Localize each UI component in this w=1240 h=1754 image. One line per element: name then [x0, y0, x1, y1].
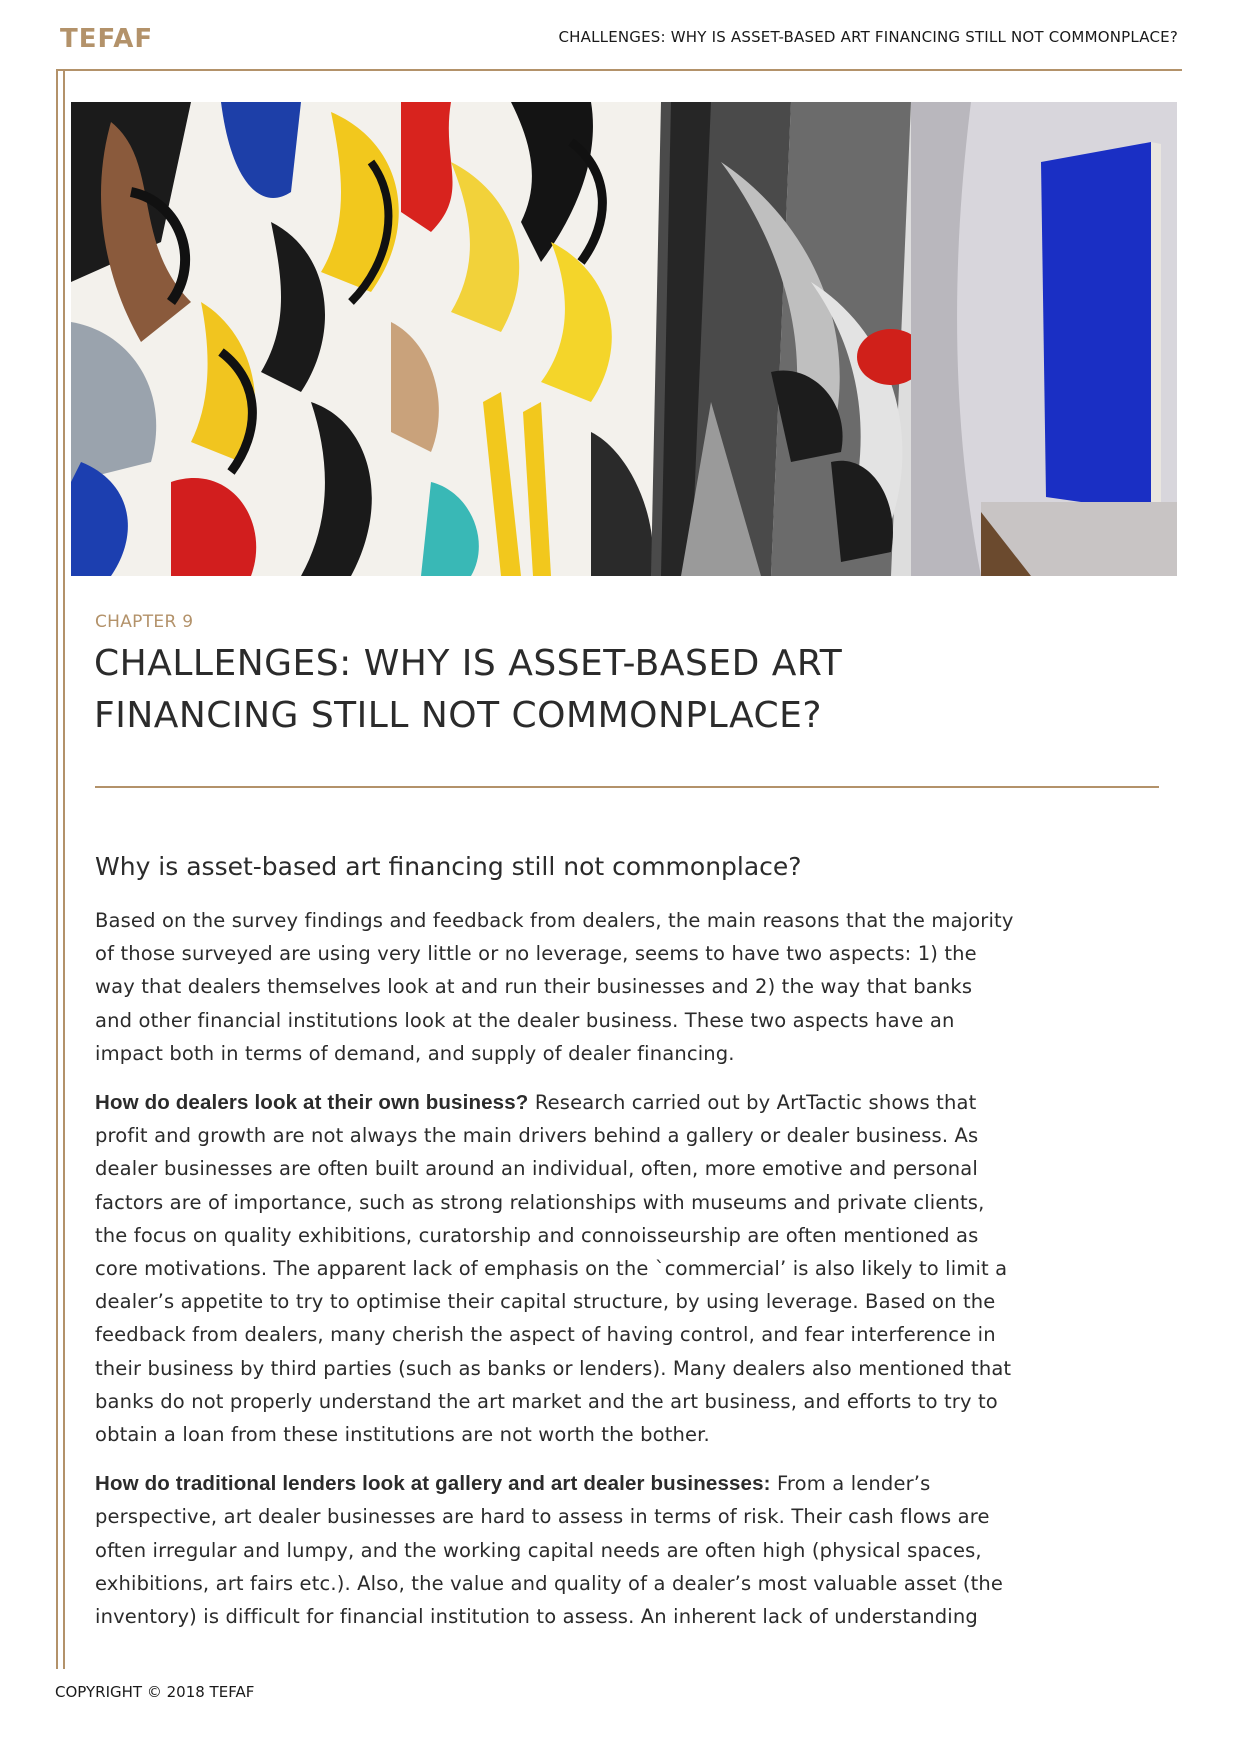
title-divider — [95, 786, 1159, 788]
chapter-title-line1: CHALLENGES: WHY IS ASSET-BASED ART — [94, 643, 843, 684]
left-margin-rule-inner — [63, 69, 65, 1669]
tefaf-logo[interactable]: TEFAF — [60, 24, 154, 54]
chapter-label: CHAPTER 9 — [95, 612, 194, 632]
section-heading: Why is asset-based art financing still not commonplace? — [95, 852, 802, 881]
hero-artwork-image — [71, 102, 1177, 576]
paragraph-3 — [95, 1467, 1015, 1633]
running-header-title: CHALLENGES: WHY IS ASSET-BASED ART FINANCING STILL NOT COMMONPLACE? — [558, 28, 1178, 46]
paragraph-2-text: Research carried out by ArtTactic shows that profit and growth are not always the main drivers behind a gallery or dealer business. As dealer businesses are often built around an individual, often, more emotive and personal factors are of importance, such as strong relationships with museums and private clients, the focus on quality exhibitions, curatorship and connoisseurship are often mentioned as core motivations. The apparent lack of emphasis on the `commercial’ is also likely to limit a dealer’s appetite to try to optimise their capital structure, by using leverage. Based on the feedback from dealers, many cherish the aspect of having control, and fear interference in their business by third parties (such as banks or lenders). Many dealers also mentioned that banks do not properly understand the art market and the art business, and efforts to try to obtain a loan from these institutions are not worth the bother. — [95, 1091, 1012, 1447]
paragraph-3-text: From a lender’s perspective, art dealer businesses are hard to assess in terms of risk. Their cash flows are often irregular and lumpy, and the working capital needs are often high (physical spaces, exhibitions, art fairs etc.). Also, the value and quality of a dealer’s most valuable asset (the inventory) is difficult for financial institution to assess. An inherent lack of understanding — [95, 1472, 1004, 1629]
paragraph-2 — [95, 1086, 1015, 1451]
chapter-title-line2: FINANCING STILL NOT COMMONPLACE? — [94, 695, 822, 736]
paragraph-1: Based on the survey findings and feedback from dealers, the main reasons that the majority of those surveyed are using very little or no leverage, seems to have two aspects: 1) the way that dealers themselves look at and run their businesses and 2) the way that banks and other financial institutions look at the dealer business. These two aspects have an impact both in terms of demand, and supply of dealer financing. — [95, 909, 1014, 1065]
body-text — [95, 904, 1015, 1649]
chapter-title — [94, 638, 994, 742]
header-rule — [56, 69, 1182, 71]
left-margin-rule — [56, 69, 58, 1669]
paragraph-3-lead: How do traditional lenders look at gallery and art dealer businesses: — [95, 1472, 771, 1496]
paragraph-2-lead: How do dealers look at their own business? — [95, 1091, 529, 1115]
copyright-footer: COPYRIGHT © 2018 TEFAF — [55, 1683, 255, 1701]
